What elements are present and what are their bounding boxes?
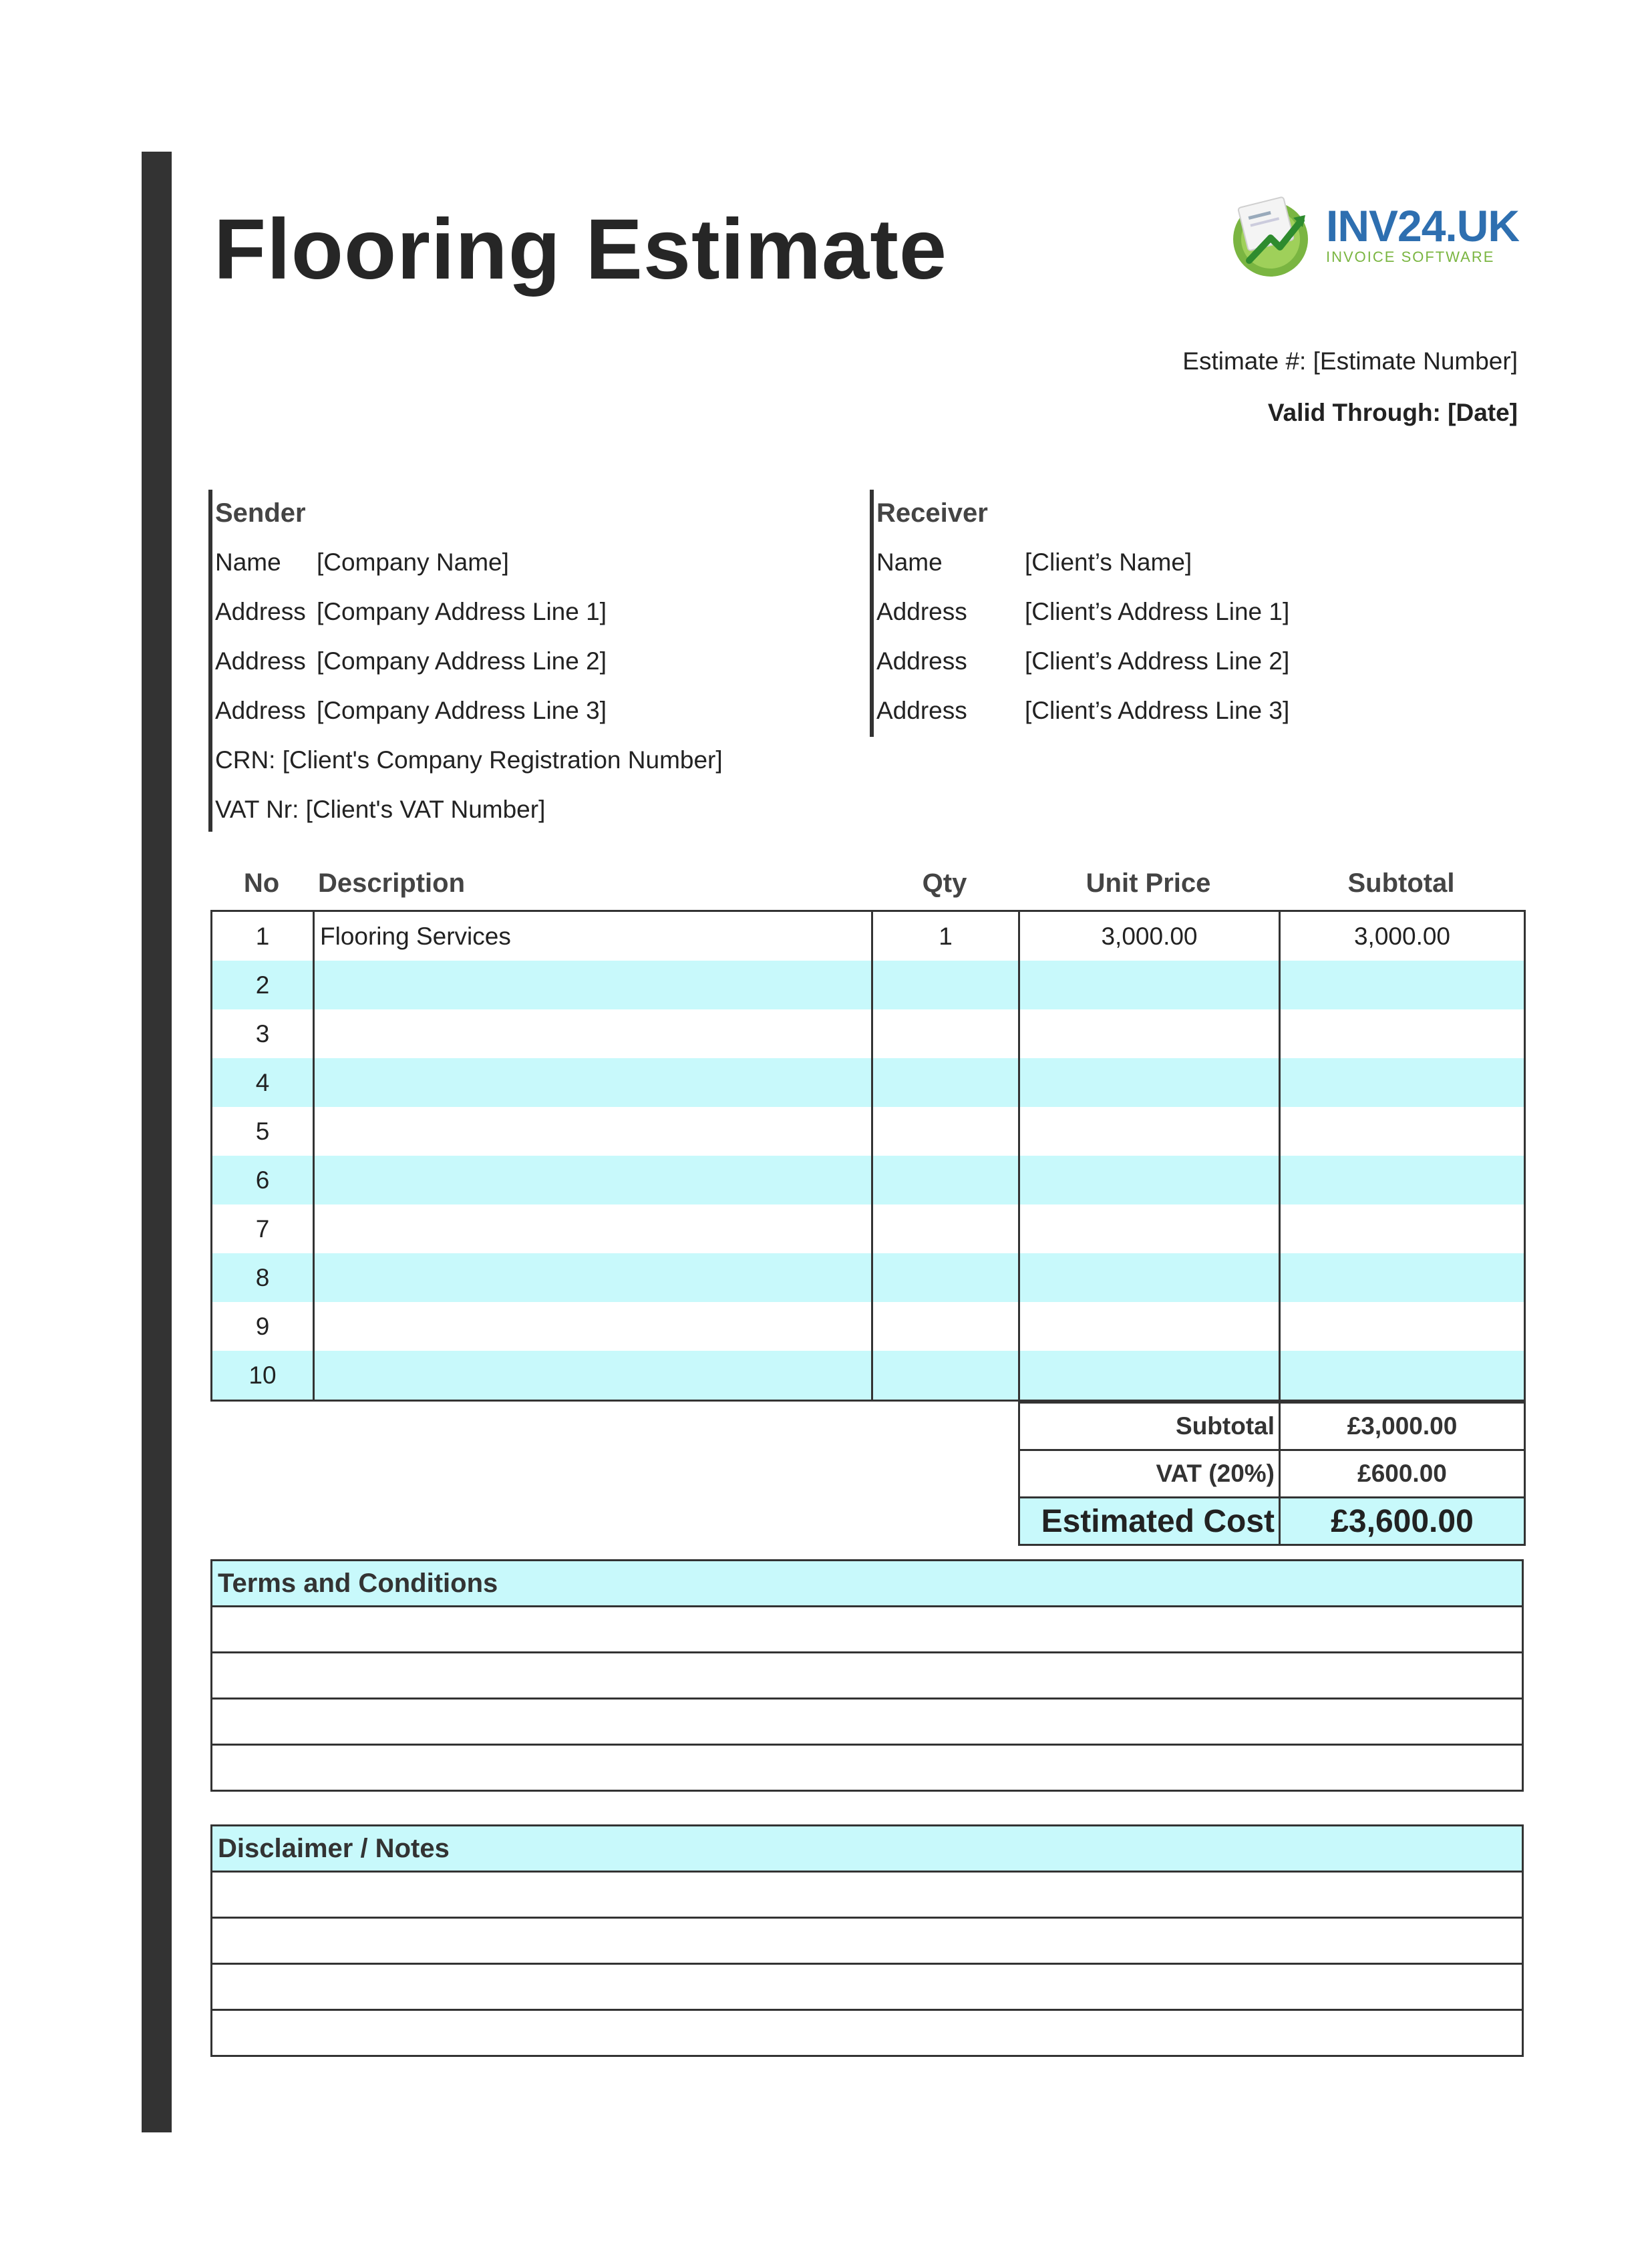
terms-line[interactable] — [212, 1653, 1523, 1699]
sender-label: Address — [215, 697, 306, 724]
table-row — [212, 1107, 1525, 1156]
cell-description[interactable] — [314, 1204, 872, 1253]
sender-heading: Sender — [215, 498, 306, 528]
line-items-table — [210, 910, 1526, 1402]
cell-qty[interactable] — [872, 1204, 1019, 1253]
column-header-qty: Qty — [922, 868, 967, 898]
cell-subtotal — [1280, 1204, 1525, 1253]
table-row — [212, 1058, 1525, 1107]
notes-line[interactable] — [212, 1918, 1523, 1964]
page-title: Flooring Estimate — [214, 202, 947, 297]
cell-qty[interactable] — [872, 1302, 1019, 1351]
sender-value: [Company Address Line 1] — [317, 598, 607, 625]
cell-unit-price[interactable] — [1019, 1156, 1280, 1204]
cell-qty[interactable] — [872, 1351, 1019, 1401]
receiver-value: [Client’s Name] — [1025, 548, 1192, 576]
receiver-bar — [870, 490, 874, 737]
table-row — [212, 1204, 1525, 1253]
cell-unit-price[interactable] — [1019, 1351, 1280, 1401]
cell-unit-price[interactable] — [1019, 1204, 1280, 1253]
table-row — [212, 911, 1525, 961]
cell-unit-price[interactable] — [1019, 1009, 1280, 1058]
cell-subtotal — [1280, 1302, 1525, 1351]
cell-no: 5 — [212, 1107, 314, 1156]
cell-no: 6 — [212, 1156, 314, 1204]
column-header-no: No — [243, 868, 280, 898]
terms-heading: Terms and Conditions — [212, 1561, 1523, 1607]
cell-qty[interactable] — [872, 1107, 1019, 1156]
terms-line[interactable] — [212, 1745, 1523, 1791]
cell-no: 3 — [212, 1009, 314, 1058]
sender-value: [Company Name] — [317, 548, 509, 576]
notes-section — [210, 1824, 1524, 2057]
cell-no: 7 — [212, 1204, 314, 1253]
cell-qty[interactable]: 1 — [872, 911, 1019, 961]
receiver-value: [Client’s Address Line 2] — [1025, 647, 1290, 675]
cell-subtotal — [1280, 961, 1525, 1009]
cell-description[interactable]: Flooring Services — [314, 911, 872, 961]
sender-label: Address — [215, 598, 306, 625]
sender-bar — [208, 490, 212, 832]
cell-subtotal — [1280, 1107, 1525, 1156]
totals-row-subtotal — [1019, 1403, 1525, 1450]
totals-row-estimated — [1019, 1498, 1525, 1545]
sender-crn: CRN: [Client's Company Registration Number] — [215, 746, 723, 774]
estimate-number: Estimate #: [Estimate Number] — [1182, 347, 1518, 375]
cell-no: 9 — [212, 1302, 314, 1351]
estimated-cost-value: £3,600.00 — [1280, 1498, 1525, 1545]
logo-brand-text: INV24.UK — [1326, 201, 1520, 251]
cell-description[interactable] — [314, 1058, 872, 1107]
cell-unit-price[interactable] — [1019, 1302, 1280, 1351]
cell-description[interactable] — [314, 961, 872, 1009]
receiver-heading: Receiver — [876, 498, 988, 528]
table-row — [212, 1009, 1525, 1058]
valid-through: Valid Through: [Date] — [1267, 399, 1518, 426]
estimated-cost-label: Estimated Cost — [1019, 1498, 1280, 1545]
cell-description[interactable] — [314, 1302, 872, 1351]
notes-heading: Disclaimer / Notes — [212, 1826, 1523, 1872]
cell-no: 8 — [212, 1253, 314, 1302]
sender-vat: VAT Nr: [Client's VAT Number] — [215, 796, 546, 823]
vat-value: £600.00 — [1280, 1450, 1525, 1498]
table-row — [212, 1253, 1525, 1302]
cell-subtotal — [1280, 1253, 1525, 1302]
cell-qty[interactable] — [872, 1058, 1019, 1107]
subtotal-label: Subtotal — [1019, 1403, 1280, 1450]
cell-subtotal — [1280, 1058, 1525, 1107]
sender-label: Name — [215, 548, 281, 576]
cell-subtotal: 3,000.00 — [1280, 911, 1525, 961]
cell-qty[interactable] — [872, 1253, 1019, 1302]
cell-subtotal — [1280, 1009, 1525, 1058]
cell-description[interactable] — [314, 1253, 872, 1302]
receiver-label: Address — [876, 647, 967, 675]
cell-description[interactable] — [314, 1107, 872, 1156]
sidebar-stripe — [142, 152, 172, 2132]
vat-label: VAT (20%) — [1019, 1450, 1280, 1498]
cell-description[interactable] — [314, 1009, 872, 1058]
sender-label: Address — [215, 647, 306, 675]
cell-description[interactable] — [314, 1156, 872, 1204]
cell-qty[interactable] — [872, 1009, 1019, 1058]
notes-line[interactable] — [212, 1872, 1523, 1918]
receiver-value: [Client’s Address Line 3] — [1025, 697, 1290, 724]
cell-subtotal — [1280, 1156, 1525, 1204]
cell-no: 2 — [212, 961, 314, 1009]
table-row — [212, 1156, 1525, 1204]
terms-line[interactable] — [212, 1699, 1523, 1745]
receiver-value: [Client’s Address Line 1] — [1025, 598, 1290, 625]
sender-value: [Company Address Line 3] — [317, 697, 607, 724]
cell-unit-price[interactable] — [1019, 961, 1280, 1009]
totals-table — [1018, 1402, 1526, 1546]
receiver-label: Address — [876, 697, 967, 724]
cell-unit-price[interactable] — [1019, 1253, 1280, 1302]
column-header-subtotal: Subtotal — [1347, 868, 1455, 898]
receiver-label: Address — [876, 598, 967, 625]
terms-section — [210, 1559, 1524, 1792]
receiver-label: Name — [876, 548, 943, 576]
column-header-description: Description — [318, 868, 466, 898]
notes-line[interactable] — [212, 2010, 1523, 2056]
table-row — [212, 1351, 1525, 1401]
sender-value: [Company Address Line 2] — [317, 647, 607, 675]
cell-unit-price[interactable]: 3,000.00 — [1019, 911, 1280, 961]
cell-no: 10 — [212, 1351, 314, 1401]
column-header-unit-price: Unit Price — [1086, 868, 1211, 898]
cell-subtotal — [1280, 1351, 1525, 1401]
cell-no: 1 — [212, 911, 314, 961]
cell-description[interactable] — [314, 1351, 872, 1401]
cell-unit-price[interactable] — [1019, 1107, 1280, 1156]
notes-line[interactable] — [212, 1964, 1523, 2010]
cell-unit-price[interactable] — [1019, 1058, 1280, 1107]
cell-qty[interactable] — [872, 961, 1019, 1009]
table-row — [212, 1302, 1525, 1351]
cell-no: 4 — [212, 1058, 314, 1107]
cell-qty[interactable] — [872, 1156, 1019, 1204]
subtotal-value: £3,000.00 — [1280, 1403, 1525, 1450]
logo-tagline: INVOICE SOFTWARE — [1326, 249, 1495, 265]
table-row — [212, 961, 1525, 1009]
terms-line[interactable] — [212, 1607, 1523, 1653]
totals-row-vat — [1019, 1450, 1525, 1498]
